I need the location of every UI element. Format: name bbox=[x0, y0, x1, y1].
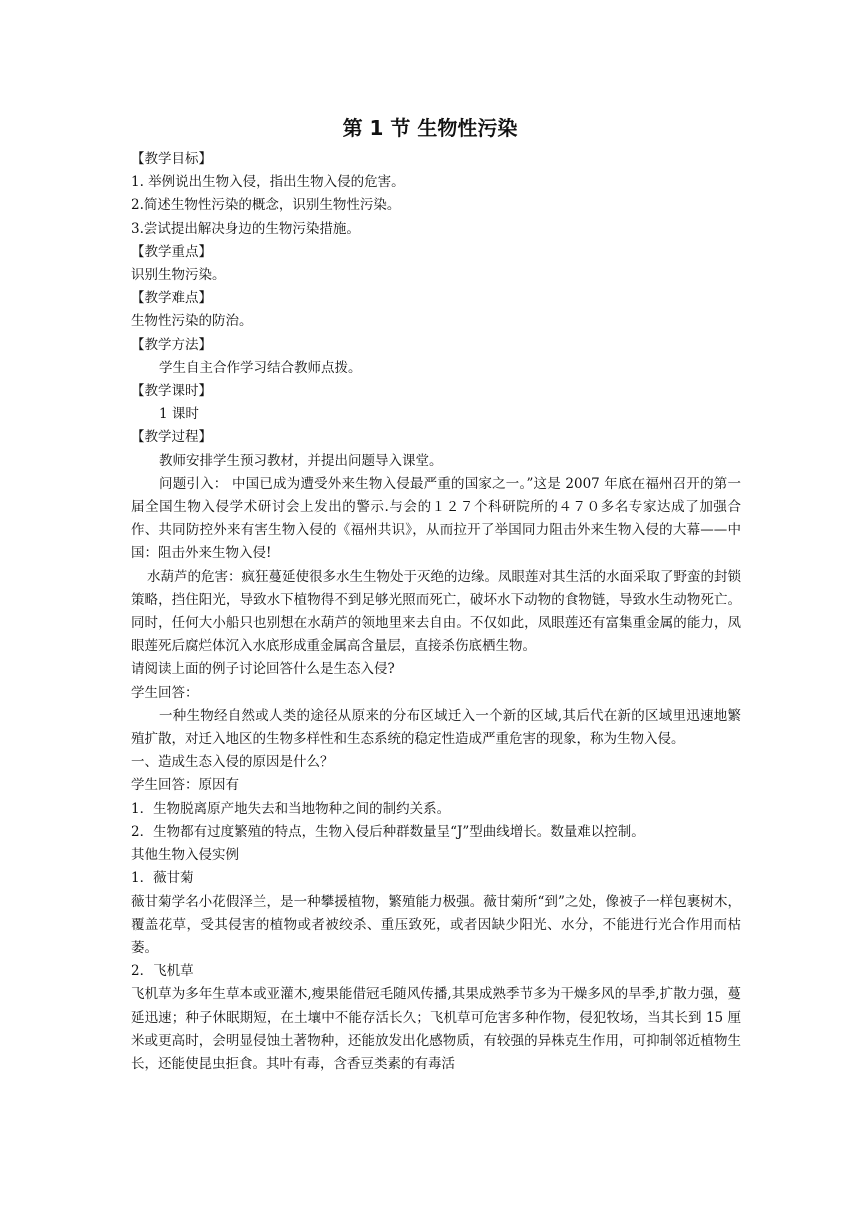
section-heading: 一、造成生态入侵的原因是什么？ bbox=[131, 754, 334, 771]
example-text: 薇甘菊学名小花假泽兰，是一种攀援植物，繁殖能力极强。薇甘菊所“到”之处，像被子一样包裹树木，覆盖花草，受其侵害的植物或者被绞杀、重压致死，或者因缺少阳光、水分，不能进行光合作用而枯萎。 bbox=[131, 893, 741, 956]
answer-label: 学生回答： bbox=[131, 684, 199, 701]
document-body bbox=[131, 148, 741, 1076]
process-paragraph: 水葫芦的危害：疯狂蔓延使很多水生生物处于灭绝的边缘。凤眼莲对其生活的水面采取了野蛮的封锁策略，挡住阳光，导致水下植物得不到足够光照而死亡，破坏水下动物的食物链，导致水生动物死亡。同时，任何大小船只也别想在水葫芦的领地里来去自由。不仅如此，凤眼莲还有富集重金属的能力，凤眼莲死后腐烂体沉入水底形成重金属高含量层，直接杀伤底栖生物。 bbox=[131, 568, 741, 655]
example-title: 1．薇甘菊 bbox=[131, 870, 194, 887]
method-text: 学生自主合作学习结合教师点拨。 bbox=[159, 359, 362, 376]
heading-teaching-goals: 【教学目标】 bbox=[131, 151, 212, 167]
goal-item: 1. 举例说出生物入侵，指出生物入侵的危害。 bbox=[131, 174, 405, 191]
goal-item: 3.尝试提出解决身边的生物污染措施。 bbox=[131, 220, 360, 237]
process-paragraph: 问题引入： 中国已成为遭受外来生物入侵最严重的国家之一。”这是 2007 年底在福州召开的第一届全国生物入侵学术研讨会上发出的警示.与会的１２７个科研院所的４７０多名专家达成了加强合作、共同防控外来有害生物入侵的《福州共识》，从而拉开了举国同力阻击外来生物入侵的大幕——中国：阻击外来生物入侵! bbox=[131, 475, 741, 562]
heading-method: 【教学方法】 bbox=[131, 336, 212, 353]
answer-label: 学生回答：原因有 bbox=[131, 777, 239, 794]
page-title: 第 1 节 生物性污染 bbox=[342, 116, 518, 140]
cause-item: 1．生物脱离原产地失去和当地物种之间的制约关系。 bbox=[131, 800, 451, 817]
heading-key-points: 【教学重点】 bbox=[131, 243, 212, 260]
cause-item: 2．生物都有过度繁殖的特点，生物入侵后种群数量呈“J”型曲线增长。数量难以控制。 bbox=[131, 823, 645, 840]
key-points-text: 识别生物污染。 bbox=[131, 267, 226, 284]
process-paragraph: 教师安排学生预习教材，并提出问题导入课堂。 bbox=[159, 452, 443, 469]
goal-item: 2.简述生物性污染的概念，识别生物性污染。 bbox=[131, 197, 401, 214]
difficulties-text: 生物性污染的防治。 bbox=[131, 313, 253, 330]
class-hours-text: 1 课时 bbox=[159, 406, 199, 423]
heading-difficulties: 【教学难点】 bbox=[131, 290, 212, 307]
examples-heading: 其他生物入侵实例 bbox=[131, 847, 239, 864]
heading-process: 【教学过程】 bbox=[131, 429, 212, 446]
question-text: 请阅读上面的例子讨论回答什么是生态入侵? bbox=[131, 661, 395, 678]
example-text: 飞机草为多年生草本或亚灌木,瘦果能借冠毛随风传播,其果成熟季节多为干燥多风的旱季,扩散力强，蔓延迅速；种子休眠期短，在土壤中不能存活长久；飞机草可危害多种作物，侵犯牧场，当其长到 15 厘米或更高时，会明显侵蚀土著物种，还能放发出化感物质，有较强的异株克生作用，可抑制邻近植物生长，还能使昆虫拒食。其叶有毒，含香豆类素的有毒活 bbox=[131, 986, 741, 1072]
example-title: 2．飞机草 bbox=[131, 963, 194, 980]
heading-class-hours: 【教学课时】 bbox=[131, 383, 212, 400]
answer-text: 一种生物经自然或人类的途径从原来的分布区域迁入一个新的区域,其后代在新的区域里迅速地繁殖扩散，对迁入地区的生物多样性和生态系统的稳定性造成严重危害的现象，称为生物入侵。 bbox=[131, 707, 741, 748]
